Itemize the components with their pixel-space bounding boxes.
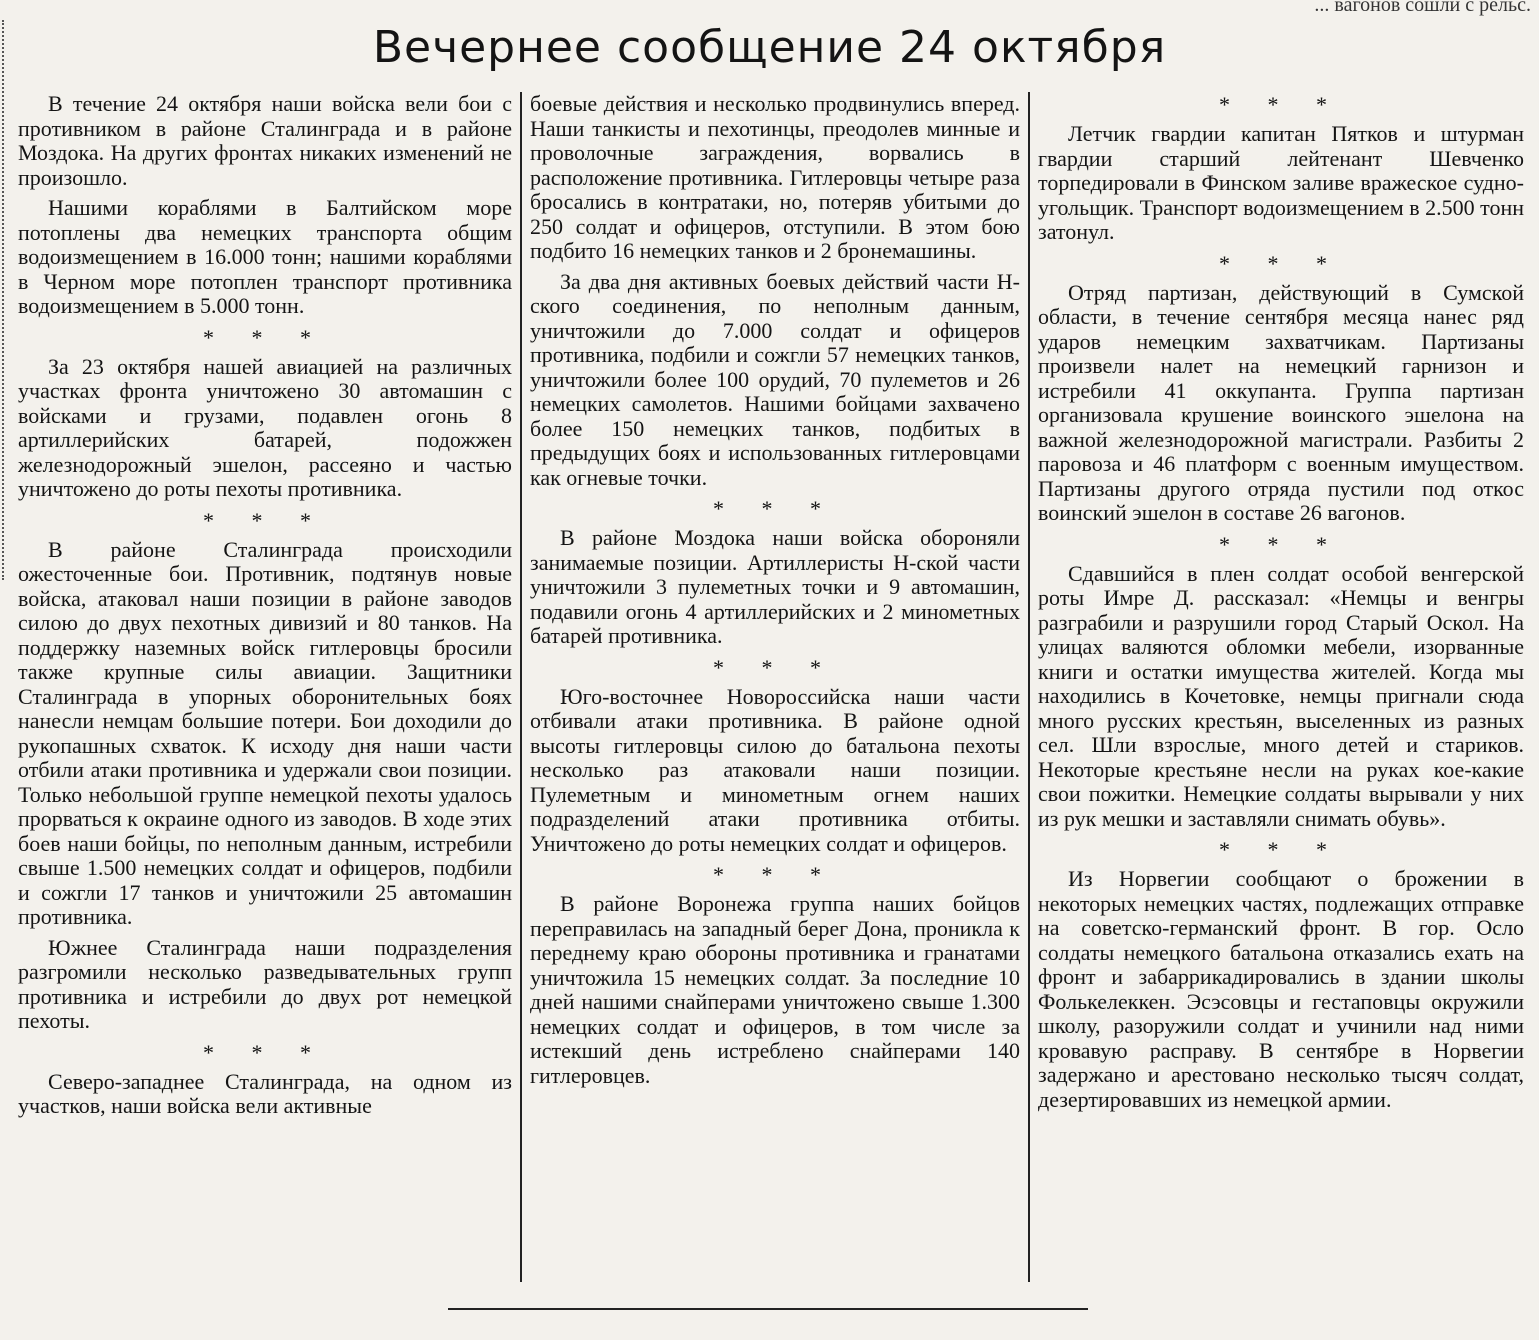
- article-paragraph: В районе Воронежа группа наших бойцов переправилась на западный берег Дона, проникла к переднему краю обороны противника и гранатами уничтожила 15 немецких солдат. За последние 10 дней нашими снайперами уничтожено свыше 1.300 немецких солдат и офицеров, в том числе за истекший день истреблено снайперами 140 гитлеровцев.: [530, 891, 1020, 1088]
- bottom-rule: [448, 1308, 1088, 1310]
- article-paragraph: Отряд партизан, действующий в Сумской области, в течение сентября месяца нанес ряд ударов немецким захватчикам. Партизаны произвели налет на немецкий гарнизон и истребили 41 оккупанта. Группа партизан организовала крушение воинского эшелона на важной железнодорожной магистрали. Разбиты 2 паровоза и 46 платформ с военным имуществом. Партизаны другого отряда пустили под откос воинский эшелон в составе 26 вагонов.: [1038, 279, 1524, 525]
- separator-stars: * * *: [1219, 531, 1343, 557]
- article-paragraph: Южнее Сталинграда наши подразделения разгромили несколько разведывательных групп противника и истребили до двух рот немецкой пехоты.: [18, 934, 512, 1033]
- separator-stars: * * *: [1219, 837, 1343, 862]
- separator-stars: * * *: [713, 862, 837, 887]
- article-paragraph: Северо-западнее Сталинграда, на одном из участков, наши войска вели активные: [18, 1068, 512, 1118]
- separator-stars: * * *: [1219, 92, 1343, 117]
- article-column-2: [520, 92, 1028, 1282]
- separator-stars: * * *: [203, 324, 327, 350]
- article-paragraph: В районе Моздока наши войска обороняли занимаемые позиции. Артиллеристы Н-ской части уничтожили 3 пулеметных точки и 9 автомашин, подавили огонь 4 артиллерийских и 2 минометных батарей противника.: [530, 525, 1020, 648]
- article-paragraph: За 23 октября нашей авиацией на различных участках фронта уничтожено 30 автомашин с войсками и грузами, подавлен огонь 8 артиллерийских батарей, подожжен железнодорожный эшелон, рассеяно и частью уничтожено до роты пехоты противника.: [18, 353, 512, 501]
- article-paragraph: Сдавшийся в плен солдат особой венгерской роты Имре Д. рассказал: «Немцы и венгры разграбили и разрушили город Старый Оскол. На улицах валяются обломки мебели, изорванные книги и остатки имущества жителей. Когда мы находились в Кочетовке, немцы пригнали сюда много русских крестьян, выселенных из разных сел. Шли взрослые, много детей и стариков. Некоторые крестьяне несли на руках кое-какие свои пожитки. Немецкие солдаты вырывали у них из рук мешки и заставляли снимать обувь».: [1038, 560, 1524, 831]
- article-column-3: [1028, 92, 1532, 1282]
- article-paragraph: Юго-восточнее Новороссийска наши части отбивали атаки противника. В районе одной высоты гитлеровцы силою до батальона пехоты несколько раз атаковали наши позиции. Пулеметным и минометным огнем наших подразделений атаки противника отбиты. Уничтожено до роты немецких солдат и офицеров.: [530, 683, 1020, 856]
- article-paragraph: В районе Сталинграда происходили ожесточенные бои. Противник, подтянув новые войска, атаковал наши позиции в районе заводов силою до двух пехотных дивизий и 80 танков. На поддержку наземных войск гитлеровцы бросили также крупные силы авиации. Защитники Сталинграда в упорных оборонительных боях нанесли немцам большие потери. Бои доходили до рукопашных схваток. К исходу дня наши части отбили атаки противника и удержали свои позиции. Только небольшой группе немецкой пехоты удалось прорваться к окраине одного из заводов. В ходе этих боев наши бойцы, по неполным данным, истребили свыше 1.500 немецких солдат и офицеров, подбили и сожгли 17 танков и уничтожили 25 автомашин противника.: [18, 536, 512, 929]
- article-paragraph: В течение 24 октября наши войска вели бои с противником в районе Сталинграда и в районе Моздока. На других фронтах никаких изменений не произошло.: [18, 92, 512, 190]
- article-column-1: [10, 92, 520, 1282]
- top-fragment: ... вагонов сошли с рельс.: [1314, 0, 1531, 16]
- article-paragraph: Нашими кораблями в Балтийском море потоплены два немецких транспорта общим водоизмещением в 16.000 тонн; нашими кораблями в Черном море потоплен транспорт противника водоизмещением в 5.000 тонн.: [18, 195, 512, 318]
- article-paragraph: За два дня активных боевых действий части Н-ского соединения, по неполным данным, уничтожили до 7.000 солдат и офицеров противника, подбили и сожгли 57 немецких танков, уничтожили более 100 орудий, 70 пулеметов и 26 немецких самолетов. Нашими бойцами захвачено более 150 немецких танков, подбитых в предыдущих боях и использованных гитлеровцами как огневые точки.: [530, 268, 1020, 490]
- article-paragraph: Из Норвегии сообщают о брожении в некоторых немецких частях, подлежащих отправке на советско-германский фронт. В гор. Осло солдаты немецкого батальона отказались ехать на фронт и забаррикадировались в здании школы Фолькелеккен. Эсэсовцы и гестаповцы окружили школу, разоружили солдат и учинили над ними кровавую расправу. В сентябре в Норвегии задержано и арестовано несколько тысяч солдат, дезертировавших из немецкой армии.: [1038, 866, 1524, 1112]
- separator-stars: * * *: [1219, 250, 1343, 276]
- page-title: Вечернее сообщение 24 октября: [372, 22, 1167, 73]
- page-edge-dots: [2, 20, 6, 580]
- separator-stars: * * *: [713, 496, 837, 521]
- separator-stars: * * *: [203, 1039, 327, 1065]
- separator-stars: * * *: [713, 654, 837, 680]
- separator-stars: * * *: [203, 507, 327, 533]
- article-paragraph: Летчик гвардии капитан Пятков и штурман гвардии старший лейтенант Шевченко торпедировали в Финском заливе вражеское судно-угольщик. Транспорт водоизмещением в 2.500 тонн затонул.: [1038, 121, 1524, 244]
- article-paragraph: боевые действия и несколько продвинулись вперед. Наши танкисты и пехотинцы, преодолев минные и проволочные заграждения, ворвались в расположение противника. Гитлеровцы четыре раза бросались в контратаки, но, потеряв убитыми до 250 солдат и офицеров, отступили. В этом бою подбито 16 немецких танков и 2 бронемашины.: [530, 92, 1020, 263]
- article-columns: [10, 92, 1532, 1282]
